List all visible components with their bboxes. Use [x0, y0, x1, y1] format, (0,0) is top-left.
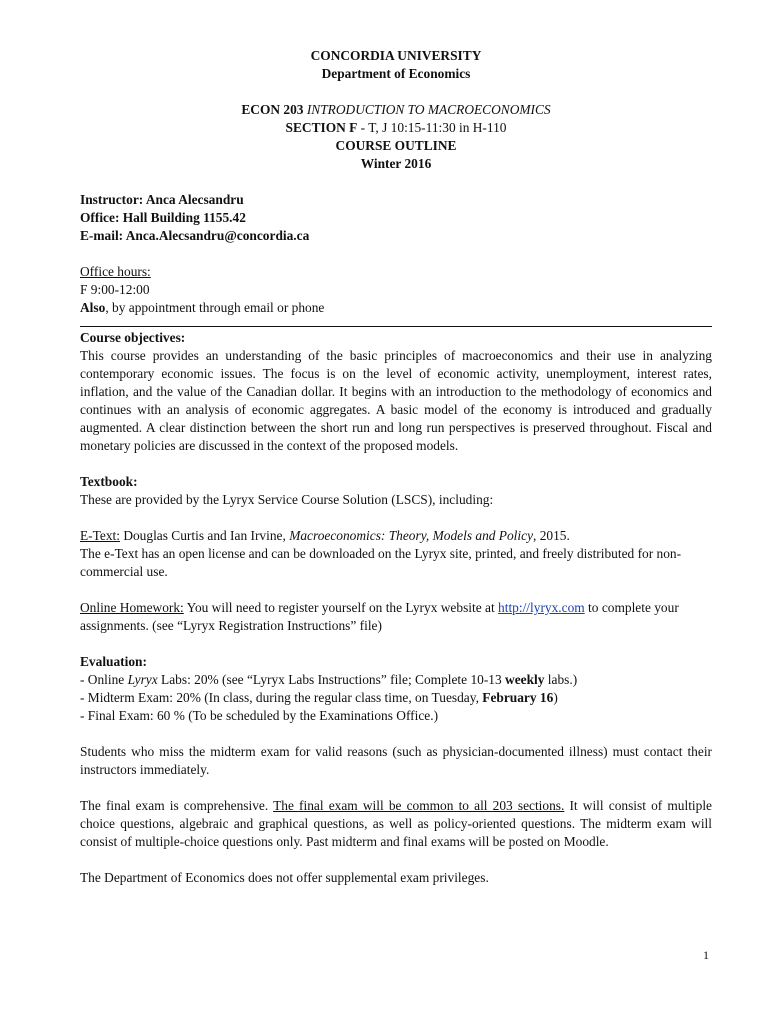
- labs-detail: Labs: 20% (see “Lyryx Labs Instructions” file; Complete 10-13: [157, 672, 506, 687]
- outline-heading: COURSE OUTLINE: [335, 138, 457, 153]
- lyryx-link[interactable]: http://lyryx.com: [498, 600, 585, 615]
- objectives-heading: Course objectives:: [80, 330, 186, 345]
- etext-note: The e-Text has an open license and can be downloaded on the Lyryx site, printed, and freely distributed for non-commercial use.: [80, 546, 682, 579]
- supplemental-policy: The Department of Economics does not offer supplemental exam privileges.: [80, 870, 489, 885]
- also-label: Also: [80, 300, 106, 315]
- office-hours-heading: Office hours:: [80, 264, 151, 279]
- labs-suffix: labs.): [544, 672, 578, 687]
- instructor-email: E-mail: Anca.Alecsandru@concordia.ca: [80, 228, 310, 243]
- evaluation-item-labs: [80, 671, 712, 689]
- textbook-intro: These are provided by the Lyryx Service Course Solution (LSCS), including:: [80, 492, 494, 507]
- final-common-note: The final exam will be common to all 203 sections.: [273, 798, 565, 813]
- section-label: SECTION F: [285, 120, 358, 135]
- office-hours-also: [80, 299, 712, 317]
- objectives-body: This course provides an understanding of the basic principles of macroeconomics and their use in analyzing contemporary economic issues. The focus is on the level of economic activity, unemployment, interest rates, inflation, and the value of the Canadian dollar. It begins with an introduction to the methodology of economics and continues with an analysis of economic aggregates. A basic model of the economy is introduced and gradually augmented. A clear distinction between the short run and long run perspectives is preserved throughout. Fiscal and monetary policies are discussed in the context of the proposed models.: [80, 348, 712, 453]
- section-divider: [80, 326, 712, 327]
- midterm-detail: - Midterm Exam: 20% (In class, during the regular class time, on Tuesday,: [80, 690, 483, 705]
- textbook-heading: Textbook:: [80, 474, 138, 489]
- section-detail: - T, J 10:15-11:30 in H-110: [357, 120, 507, 135]
- etext-line: [80, 527, 712, 545]
- final-pre: The final exam is comprehensive.: [80, 798, 274, 813]
- instructor-office: Office: Hall Building 1155.42: [80, 210, 246, 225]
- etext-title: Macroeconomics: Theory, Models and Policy: [289, 528, 534, 543]
- course-title: INTRODUCTION TO MACROECONOMICS: [306, 102, 551, 117]
- homework-label: Online Homework:: [80, 600, 184, 615]
- university-name: CONCORDIA UNIVERSITY: [310, 48, 482, 63]
- etext-label: E-Text:: [80, 528, 120, 543]
- homework-paragraph: [80, 599, 712, 635]
- term: Winter 2016: [360, 156, 432, 171]
- final-exam-policy: [80, 797, 712, 851]
- evaluation-item-midterm: [80, 689, 712, 707]
- course-code: ECON 203: [241, 102, 304, 117]
- also-text: , by appointment through email or phone: [105, 300, 325, 315]
- instructor-name: Instructor: Anca Alecsandru: [80, 192, 244, 207]
- labs-prefix: - Online: [80, 672, 128, 687]
- course-title-line: [80, 101, 712, 119]
- homework-text: You will need to register yourself on the Lyryx website at: [183, 600, 499, 615]
- homework-after: to complete your assignments. (see “Lyryx Registration Instructions” file): [80, 600, 679, 633]
- office-hours-time: F 9:00-12:00: [80, 282, 150, 297]
- midterm-suffix: ): [553, 690, 558, 705]
- etext-authors: Douglas Curtis and Ian Irvine,: [119, 528, 290, 543]
- weekly-emphasis: weekly: [505, 672, 545, 687]
- etext-year: , 2015.: [533, 528, 570, 543]
- lyryx-brand: Lyryx: [127, 672, 158, 687]
- evaluation-heading: Evaluation:: [80, 654, 147, 669]
- evaluation-item-final: - Final Exam: 60 % (To be scheduled by the Examinations Office.): [80, 708, 439, 723]
- missed-midterm-policy: Students who miss the midterm exam for valid reasons (such as physician-documented illness) must contact their instructors immediately.: [80, 744, 712, 777]
- midterm-date: February 16: [482, 690, 554, 705]
- page-number: 1: [703, 948, 709, 962]
- department-name: Department of Economics: [321, 66, 471, 81]
- section-line: [80, 119, 712, 137]
- document-body: [80, 47, 712, 887]
- final-post: It will consist of multiple choice questions, algebraic and graphical questions, as well as policy-oriented questions. The midterm exam will consist of multiple-choice questions only. Past midterm and final exams will be posted on Moodle.: [80, 798, 712, 849]
